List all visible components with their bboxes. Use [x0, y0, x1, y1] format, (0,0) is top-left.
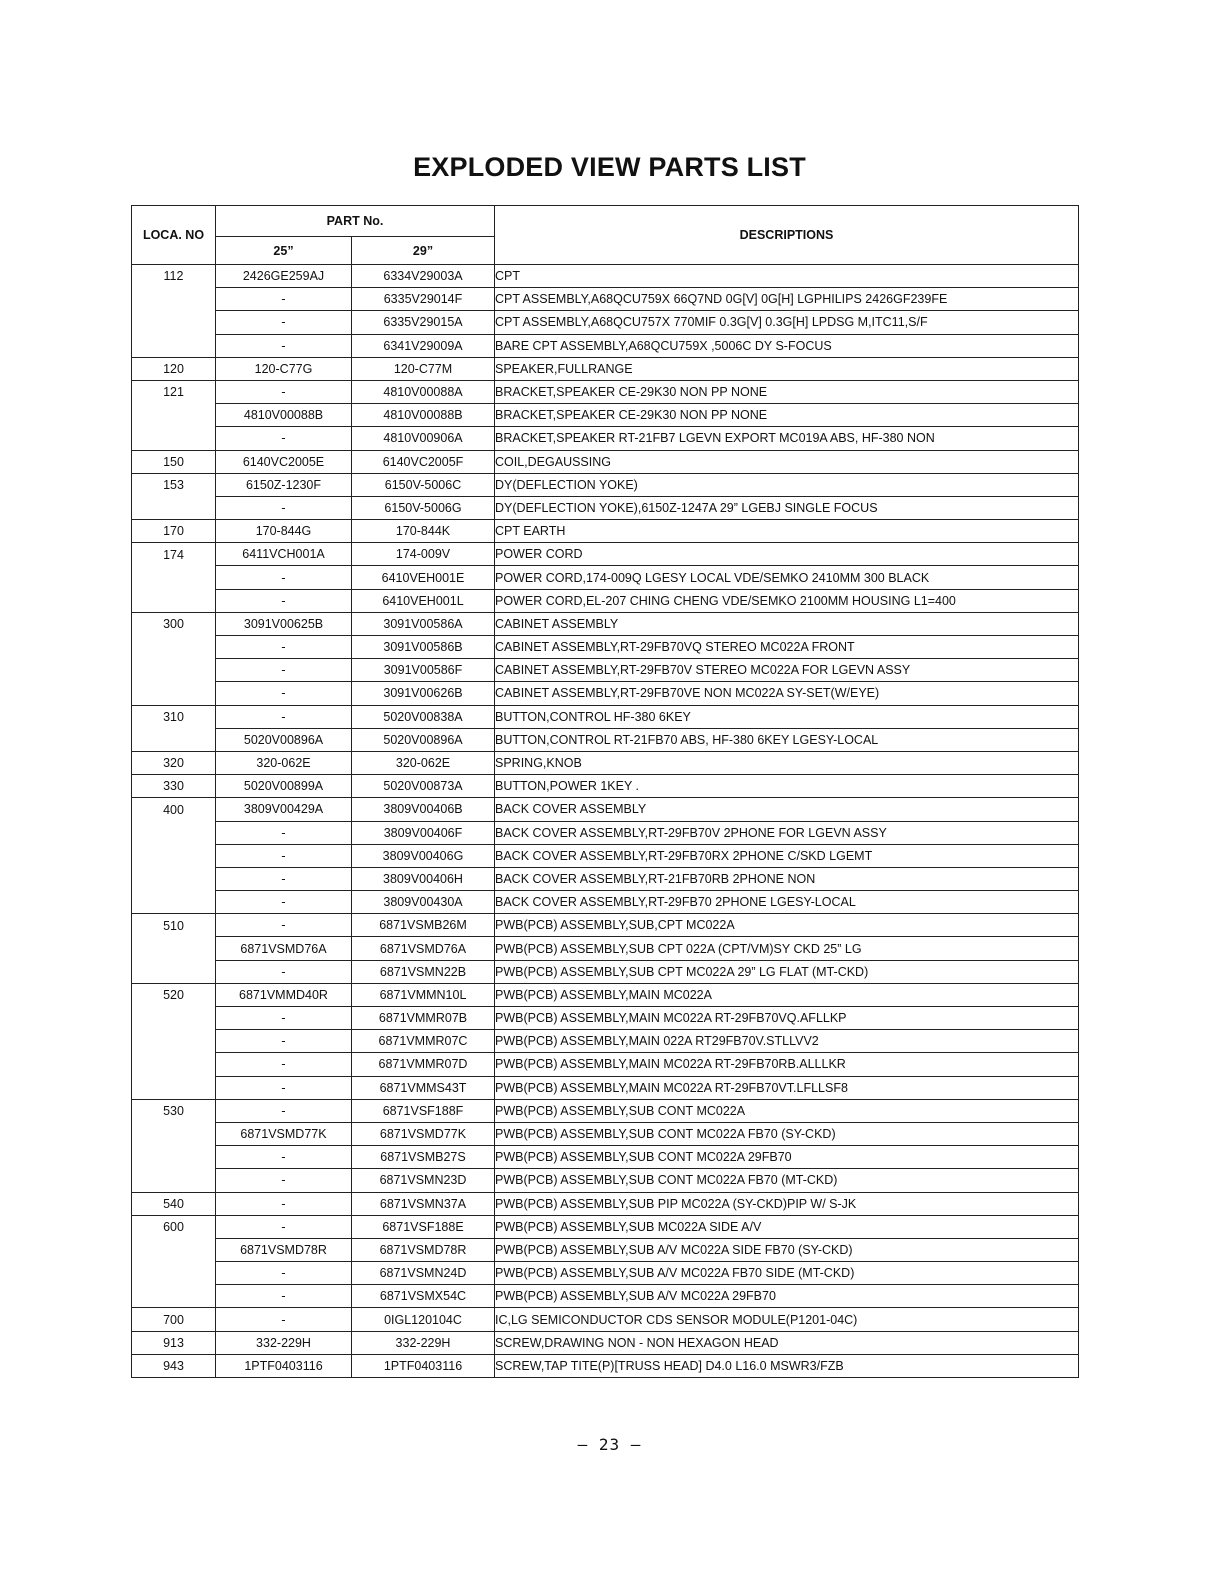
cell-part-25: 6871VSMD76A: [216, 937, 352, 960]
table-row: [132, 636, 1079, 659]
cell-description: BACK COVER ASSEMBLY,RT-29FB70RX 2PHONE C/SKD LGEMT: [495, 844, 1079, 867]
cell-part-25: -: [216, 566, 352, 589]
table-row: [132, 867, 1079, 890]
cell-loca-no: 153: [132, 473, 216, 496]
table-row: [132, 705, 1079, 728]
parts-table-body: [132, 265, 1079, 1378]
cell-part-25: 6150Z-1230F: [216, 473, 352, 496]
cell-loca-no: 112: [132, 265, 216, 288]
table-row: [132, 1238, 1079, 1261]
cell-part-25: -: [216, 682, 352, 705]
cell-part-25: 4810V00088B: [216, 404, 352, 427]
cell-loca-no: [132, 589, 216, 612]
cell-part-29: 170-844K: [352, 520, 495, 543]
cell-part-29: 6871VSMN23D: [352, 1169, 495, 1192]
cell-description: PWB(PCB) ASSEMBLY,SUB CONT MC022A 29FB70: [495, 1146, 1079, 1169]
cell-part-29: 3809V00406G: [352, 844, 495, 867]
cell-loca-no: 121: [132, 380, 216, 403]
cell-part-29: 3091V00586F: [352, 659, 495, 682]
cell-part-25: -: [216, 1285, 352, 1308]
cell-part-25: -: [216, 1169, 352, 1192]
cell-loca-no: 510: [132, 914, 216, 937]
cell-part-29: 6871VMMR07D: [352, 1053, 495, 1076]
cell-part-29: 6410VEH001L: [352, 589, 495, 612]
table-row: [132, 473, 1079, 496]
cell-part-25: -: [216, 1215, 352, 1238]
table-row: [132, 1076, 1079, 1099]
cell-loca-no: 174: [132, 543, 216, 566]
cell-part-29: 6871VSF188E: [352, 1215, 495, 1238]
cell-part-25: -: [216, 914, 352, 937]
cell-loca-no: [132, 1053, 216, 1076]
cell-description: BACK COVER ASSEMBLY,RT-21FB70RB 2PHONE NON: [495, 867, 1079, 890]
cell-loca-no: [132, 821, 216, 844]
cell-part-25: -: [216, 1076, 352, 1099]
table-row: [132, 311, 1079, 334]
table-row: [132, 288, 1079, 311]
cell-part-29: 6341V29009A: [352, 334, 495, 357]
cell-part-29: 6150V-5006G: [352, 496, 495, 519]
cell-part-25: -: [216, 1308, 352, 1331]
cell-part-25: 120-C77G: [216, 357, 352, 380]
cell-description: BARE CPT ASSEMBLY,A68QCU759X ,5006C DY S-FOCUS: [495, 334, 1079, 357]
table-row: [132, 983, 1079, 1006]
header-29-inch: 29”: [352, 237, 495, 265]
table-row: [132, 659, 1079, 682]
cell-description: POWER CORD: [495, 543, 1079, 566]
cell-part-29: 1PTF0403116: [352, 1354, 495, 1377]
table-row: [132, 1215, 1079, 1238]
cell-description: BUTTON,CONTROL HF-380 6KEY: [495, 705, 1079, 728]
table-row: [132, 1308, 1079, 1331]
cell-description: CABINET ASSEMBLY: [495, 612, 1079, 635]
table-row: [132, 380, 1079, 403]
cell-loca-no: [132, 566, 216, 589]
cell-loca-no: [132, 960, 216, 983]
table-row: [132, 566, 1079, 589]
cell-loca-no: 530: [132, 1099, 216, 1122]
cell-part-29: 6335V29015A: [352, 311, 495, 334]
cell-description: PWB(PCB) ASSEMBLY,SUB A/V MC022A SIDE FB70 (SY-CKD): [495, 1238, 1079, 1261]
table-row: [132, 1285, 1079, 1308]
table-row: [132, 798, 1079, 821]
cell-part-25: -: [216, 427, 352, 450]
cell-part-29: 6871VSMB27S: [352, 1146, 495, 1169]
table-row: [132, 265, 1079, 288]
cell-description: PWB(PCB) ASSEMBLY,SUB CONT MC022A: [495, 1099, 1079, 1122]
cell-description: PWB(PCB) ASSEMBLY,SUB CONT MC022A FB70 (MT-CKD): [495, 1169, 1079, 1192]
cell-description: PWB(PCB) ASSEMBLY,SUB A/V MC022A FB70 SIDE (MT-CKD): [495, 1262, 1079, 1285]
table-row: [132, 775, 1079, 798]
cell-part-25: -: [216, 1030, 352, 1053]
cell-part-25: 6871VSMD78R: [216, 1238, 352, 1261]
table-row: [132, 844, 1079, 867]
cell-description: CPT: [495, 265, 1079, 288]
cell-description: PWB(PCB) ASSEMBLY,SUB PIP MC022A (SY-CKD)PIP W/ S-JK: [495, 1192, 1079, 1215]
cell-part-29: 4810V00088A: [352, 380, 495, 403]
cell-description: CABINET ASSEMBLY,RT-29FB70VE NON MC022A SY-SET(W/EYE): [495, 682, 1079, 705]
cell-part-25: -: [216, 705, 352, 728]
cell-loca-no: [132, 1122, 216, 1145]
cell-loca-no: 150: [132, 450, 216, 473]
cell-description: CPT ASSEMBLY,A68QCU757X 770MIF 0.3G[V] 0.3G[H] LPDSG M,ITC11,S/F: [495, 311, 1079, 334]
table-row: [132, 1331, 1079, 1354]
cell-loca-no: [132, 659, 216, 682]
cell-description: SPRING,KNOB: [495, 751, 1079, 774]
table-row: [132, 612, 1079, 635]
cell-description: POWER CORD,174-009Q LGESY LOCAL VDE/SEMKO 2410MM 300 BLACK: [495, 566, 1079, 589]
cell-part-29: 6871VMMR07C: [352, 1030, 495, 1053]
cell-description: BACK COVER ASSEMBLY: [495, 798, 1079, 821]
cell-part-25: -: [216, 496, 352, 519]
header-loca-no: LOCA. NO: [132, 206, 216, 265]
cell-part-25: 2426GE259AJ: [216, 265, 352, 288]
cell-loca-no: [132, 937, 216, 960]
cell-description: PWB(PCB) ASSEMBLY,MAIN MC022A RT-29FB70RB.ALLLKR: [495, 1053, 1079, 1076]
cell-description: PWB(PCB) ASSEMBLY,SUB,CPT MC022A: [495, 914, 1079, 937]
cell-loca-no: 310: [132, 705, 216, 728]
cell-loca-no: 700: [132, 1308, 216, 1331]
cell-description: BACK COVER ASSEMBLY,RT-29FB70 2PHONE LGESY-LOCAL: [495, 891, 1079, 914]
cell-loca-no: [132, 404, 216, 427]
cell-part-25: -: [216, 891, 352, 914]
cell-part-25: -: [216, 1146, 352, 1169]
cell-part-25: -: [216, 844, 352, 867]
cell-part-29: 6871VSMD76A: [352, 937, 495, 960]
table-row: [132, 1146, 1079, 1169]
cell-part-25: 1PTF0403116: [216, 1354, 352, 1377]
cell-part-25: -: [216, 380, 352, 403]
table-row: [132, 1030, 1079, 1053]
cell-description: DY(DEFLECTION YOKE),6150Z-1247A 29” LGEBJ SINGLE FOCUS: [495, 496, 1079, 519]
cell-loca-no: 913: [132, 1331, 216, 1354]
cell-part-29: 3091V00586B: [352, 636, 495, 659]
cell-part-29: 174-009V: [352, 543, 495, 566]
cell-part-25: -: [216, 636, 352, 659]
table-row: [132, 543, 1079, 566]
table-row: [132, 496, 1079, 519]
cell-loca-no: [132, 728, 216, 751]
cell-description: PWB(PCB) ASSEMBLY,SUB MC022A SIDE A/V: [495, 1215, 1079, 1238]
cell-description: SPEAKER,FULLRANGE: [495, 357, 1079, 380]
cell-part-29: 5020V00873A: [352, 775, 495, 798]
cell-description: COIL,DEGAUSSING: [495, 450, 1079, 473]
cell-loca-no: [132, 891, 216, 914]
cell-part-29: 6335V29014F: [352, 288, 495, 311]
table-row: [132, 891, 1079, 914]
table-row: [132, 960, 1079, 983]
parts-table: [131, 205, 1079, 1378]
cell-loca-no: [132, 1030, 216, 1053]
table-row: [132, 751, 1079, 774]
cell-loca-no: [132, 1238, 216, 1261]
cell-loca-no: [132, 427, 216, 450]
cell-part-29: 4810V00088B: [352, 404, 495, 427]
cell-part-25: 3091V00625B: [216, 612, 352, 635]
table-row: [132, 1192, 1079, 1215]
cell-part-25: -: [216, 867, 352, 890]
cell-description: BACK COVER ASSEMBLY,RT-29FB70V 2PHONE FOR LGEVN ASSY: [495, 821, 1079, 844]
table-row: [132, 821, 1079, 844]
cell-description: PWB(PCB) ASSEMBLY,MAIN MC022A RT-29FB70VT.LFLLSF8: [495, 1076, 1079, 1099]
cell-part-25: -: [216, 821, 352, 844]
cell-description: BRACKET,SPEAKER CE-29K30 NON PP NONE: [495, 380, 1079, 403]
cell-part-29: 3809V00406B: [352, 798, 495, 821]
cell-part-25: -: [216, 659, 352, 682]
cell-part-29: 332-229H: [352, 1331, 495, 1354]
cell-part-29: 6871VMMS43T: [352, 1076, 495, 1099]
cell-loca-no: 330: [132, 775, 216, 798]
cell-description: BUTTON,POWER 1KEY .: [495, 775, 1079, 798]
cell-description: CABINET ASSEMBLY,RT-29FB70V STEREO MC022A FOR LGEVN ASSY: [495, 659, 1079, 682]
cell-part-29: 6871VMMN10L: [352, 983, 495, 1006]
cell-part-25: -: [216, 311, 352, 334]
cell-part-29: 6871VMMR07B: [352, 1007, 495, 1030]
cell-part-29: 6871VSMB26M: [352, 914, 495, 937]
table-row: [132, 937, 1079, 960]
cell-part-25: -: [216, 1053, 352, 1076]
cell-part-29: 6334V29003A: [352, 265, 495, 288]
cell-part-29: 6871VSMN24D: [352, 1262, 495, 1285]
cell-description: CPT EARTH: [495, 520, 1079, 543]
cell-loca-no: 300: [132, 612, 216, 635]
cell-part-25: -: [216, 334, 352, 357]
cell-part-25: 6871VMMD40R: [216, 983, 352, 1006]
cell-part-29: 6410VEH001E: [352, 566, 495, 589]
table-row: [132, 1007, 1079, 1030]
cell-part-25: 5020V00899A: [216, 775, 352, 798]
cell-part-29: 6871VSMN37A: [352, 1192, 495, 1215]
cell-part-29: 5020V00896A: [352, 728, 495, 751]
cell-loca-no: [132, 311, 216, 334]
cell-loca-no: 520: [132, 983, 216, 1006]
table-row: [132, 357, 1079, 380]
cell-description: BUTTON,CONTROL RT-21FB70 ABS, HF-380 6KEY LGESY-LOCAL: [495, 728, 1079, 751]
table-row: [132, 1169, 1079, 1192]
cell-part-29: 6871VSMD78R: [352, 1238, 495, 1261]
cell-part-29: 320-062E: [352, 751, 495, 774]
cell-part-25: 6411VCH001A: [216, 543, 352, 566]
cell-description: CPT ASSEMBLY,A68QCU759X 66Q7ND 0G[V] 0G[H] LGPHILIPS 2426GF239FE: [495, 288, 1079, 311]
table-row: [132, 450, 1079, 473]
cell-part-29: 6871VSMN22B: [352, 960, 495, 983]
header-25-inch: 25”: [216, 237, 352, 265]
cell-loca-no: [132, 867, 216, 890]
cell-part-25: -: [216, 1099, 352, 1122]
cell-description: IC,LG SEMICONDUCTOR CDS SENSOR MODULE(P1201-04C): [495, 1308, 1079, 1331]
cell-loca-no: [132, 1007, 216, 1030]
header-part-no: PART No.: [216, 206, 495, 237]
table-row: [132, 334, 1079, 357]
cell-description: PWB(PCB) ASSEMBLY,MAIN MC022A: [495, 983, 1079, 1006]
table-row: [132, 1053, 1079, 1076]
header-row: [132, 206, 1079, 237]
cell-loca-no: [132, 844, 216, 867]
header-descriptions: DESCRIPTIONS: [495, 206, 1079, 265]
cell-loca-no: [132, 1146, 216, 1169]
cell-part-29: 3809V00406H: [352, 867, 495, 890]
cell-part-25: -: [216, 1262, 352, 1285]
cell-part-29: 3809V00430A: [352, 891, 495, 914]
table-row: [132, 589, 1079, 612]
cell-description: BRACKET,SPEAKER CE-29K30 NON PP NONE: [495, 404, 1079, 427]
cell-loca-no: [132, 682, 216, 705]
cell-description: PWB(PCB) ASSEMBLY,MAIN 022A RT29FB70V.STLLVV2: [495, 1030, 1079, 1053]
page-number: – 23 –: [577, 1435, 642, 1454]
table-row: [132, 427, 1079, 450]
cell-loca-no: 400: [132, 798, 216, 821]
cell-loca-no: 320: [132, 751, 216, 774]
cell-part-29: 3809V00406F: [352, 821, 495, 844]
cell-part-25: 170-844G: [216, 520, 352, 543]
cell-loca-no: 943: [132, 1354, 216, 1377]
table-row: [132, 728, 1079, 751]
cell-description: BRACKET,SPEAKER RT-21FB7 LGEVN EXPORT MC019A ABS, HF-380 NON: [495, 427, 1079, 450]
cell-part-29: 4810V00906A: [352, 427, 495, 450]
cell-description: DY(DEFLECTION YOKE): [495, 473, 1079, 496]
cell-loca-no: [132, 1076, 216, 1099]
cell-part-25: 3809V00429A: [216, 798, 352, 821]
cell-part-29: 3091V00586A: [352, 612, 495, 635]
cell-loca-no: [132, 496, 216, 519]
cell-part-29: 6871VSMX54C: [352, 1285, 495, 1308]
cell-description: SCREW,TAP TITE(P)[TRUSS HEAD] D4.0 L16.0 MSWR3/FZB: [495, 1354, 1079, 1377]
cell-part-29: 6150V-5006C: [352, 473, 495, 496]
cell-loca-no: 170: [132, 520, 216, 543]
cell-loca-no: [132, 636, 216, 659]
cell-loca-no: [132, 1262, 216, 1285]
cell-loca-no: [132, 334, 216, 357]
table-row: [132, 1354, 1079, 1377]
table-row: [132, 1262, 1079, 1285]
cell-loca-no: 120: [132, 357, 216, 380]
cell-part-25: 332-229H: [216, 1331, 352, 1354]
cell-part-25: 5020V00896A: [216, 728, 352, 751]
page-title: EXPLODED VIEW PARTS LIST: [413, 152, 806, 182]
cell-loca-no: [132, 288, 216, 311]
cell-description: PWB(PCB) ASSEMBLY,SUB CONT MC022A FB70 (SY-CKD): [495, 1122, 1079, 1145]
cell-part-25: -: [216, 288, 352, 311]
cell-description: PWB(PCB) ASSEMBLY,SUB CPT 022A (CPT/VM)SY CKD 25” LG: [495, 937, 1079, 960]
cell-part-25: -: [216, 589, 352, 612]
cell-part-25: 6871VSMD77K: [216, 1122, 352, 1145]
cell-part-29: 3091V00626B: [352, 682, 495, 705]
table-row: [132, 404, 1079, 427]
cell-description: PWB(PCB) ASSEMBLY,SUB A/V MC022A 29FB70: [495, 1285, 1079, 1308]
table-row: [132, 1122, 1079, 1145]
cell-part-29: 120-C77M: [352, 357, 495, 380]
cell-description: POWER CORD,EL-207 CHING CHENG VDE/SEMKO 2100MM HOUSING L1=400: [495, 589, 1079, 612]
cell-part-25: 6140VC2005E: [216, 450, 352, 473]
cell-loca-no: [132, 1169, 216, 1192]
cell-description: CABINET ASSEMBLY,RT-29FB70VQ STEREO MC022A FRONT: [495, 636, 1079, 659]
table-row: [132, 914, 1079, 937]
cell-part-29: 0IGL120104C: [352, 1308, 495, 1331]
cell-part-25: -: [216, 1007, 352, 1030]
cell-loca-no: 600: [132, 1215, 216, 1238]
table-row: [132, 682, 1079, 705]
cell-description: PWB(PCB) ASSEMBLY,SUB CPT MC022A 29” LG FLAT (MT-CKD): [495, 960, 1079, 983]
cell-part-29: 6871VSMD77K: [352, 1122, 495, 1145]
cell-description: SCREW,DRAWING NON - NON HEXAGON HEAD: [495, 1331, 1079, 1354]
cell-part-29: 6140VC2005F: [352, 450, 495, 473]
cell-loca-no: 540: [132, 1192, 216, 1215]
table-row: [132, 1099, 1079, 1122]
cell-description: PWB(PCB) ASSEMBLY,MAIN MC022A RT-29FB70VQ.AFLLKP: [495, 1007, 1079, 1030]
cell-part-25: 320-062E: [216, 751, 352, 774]
cell-part-29: 6871VSF188F: [352, 1099, 495, 1122]
cell-loca-no: [132, 1285, 216, 1308]
cell-part-25: -: [216, 960, 352, 983]
table-row: [132, 520, 1079, 543]
cell-part-25: -: [216, 1192, 352, 1215]
cell-part-29: 5020V00838A: [352, 705, 495, 728]
